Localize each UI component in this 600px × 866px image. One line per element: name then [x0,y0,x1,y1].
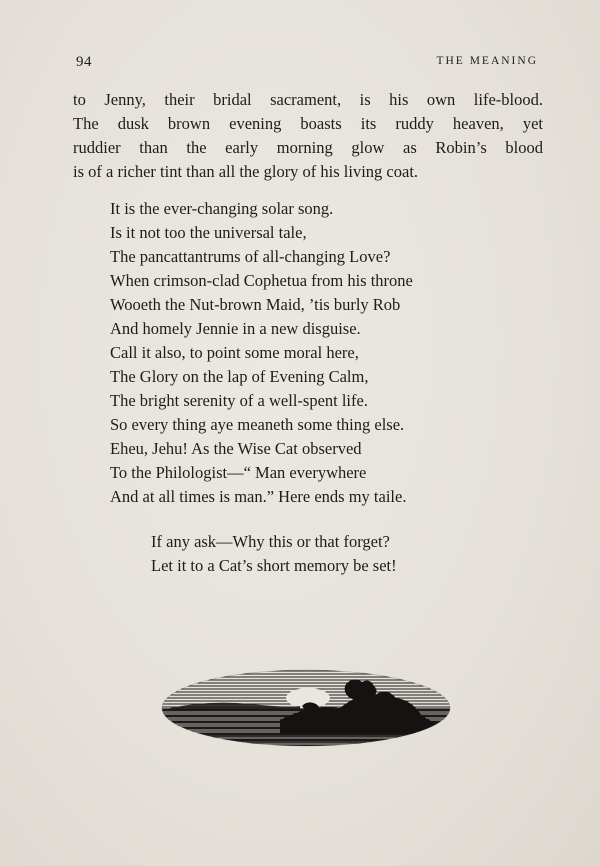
poem-line: Wooeth the Nut-brown Maid, ’tis burly Rob [110,295,401,314]
poem-line: Eheu, Jehu! As the Wise Cat observed [110,439,362,458]
couplet-line: If any ask—Why this or that forget? [151,532,390,551]
poem-line: So every thing aye meaneth some thing else. [110,415,405,434]
page-number: 94 [76,54,92,70]
poem-line: The bright serenity of a well-spent life. [110,391,368,410]
running-head: THE MEANING [436,55,538,67]
poem-line: Is it not too the universal tale, [110,223,307,242]
prose-line: to Jenny, their bridal sacrament, is his own life-blood. [73,90,543,109]
poem-line: And homely Jennie in a new disguise. [110,319,361,338]
poem-line: The pancattantrums of all-changing Love? [110,247,391,266]
poem-line: When crimson-clad Cophetua from his throne [110,271,413,290]
couplet-line: Let it to a Cat’s short memory be set! [151,556,397,575]
poem-line: Call it also, to point some moral here, [110,343,359,362]
prose-line: The dusk brown evening boasts its ruddy heaven, yet [73,114,543,133]
poem-stanza [110,197,413,509]
poem-line: To the Philologist—“ Man everywhere [110,463,367,482]
prose-line: is of a richer tint than all the glory of his living coat. [73,162,419,181]
poem-line: And at all times is man.” Here ends my taile. [110,487,407,506]
prose-paragraph [73,88,543,184]
landscape-sunset-engraving-icon [160,664,452,754]
prose-line: ruddier than the early morning glow as Robin’s blood [73,138,543,157]
poem-line: It is the ever-changing solar song. [110,199,334,218]
closing-couplet [151,530,397,578]
poem-line: The Glory on the lap of Evening Calm, [110,367,369,386]
